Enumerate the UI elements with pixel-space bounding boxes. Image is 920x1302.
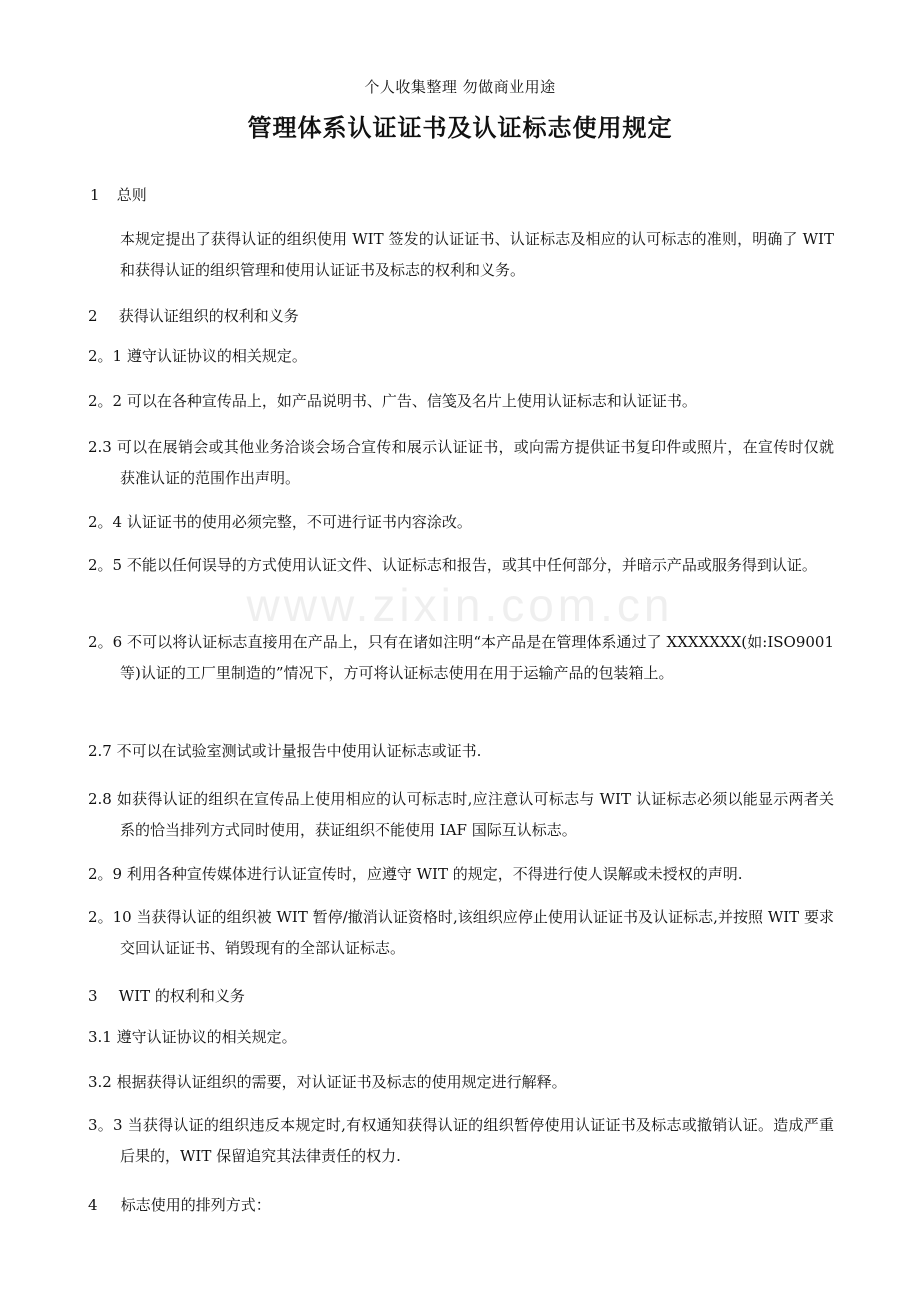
clause-2-3: 2.3 可以在展销会或其他业务洽谈会场合宣传和展示认证证书，或向需方提供证书复印件或照片，在宣传时仅就获准认证的范围作出声明。 <box>88 438 834 487</box>
clause-2-5: 2。5 不能以任何误导的方式使用认证文件、认证标志和报告，或其中任何部分，并暗示产品或服务得到认证。 <box>88 556 817 574</box>
section-number: 2 <box>88 307 98 325</box>
section-title: WIT 的权利和义务 <box>118 987 245 1005</box>
section-number: 1 <box>90 186 100 204</box>
section-title: 获得认证组织的权利和义务 <box>118 307 299 325</box>
clause-2-10: 2。10 当获得认证的组织被 WIT 暂停/撤消认证资格时,该组织应停止使用认证证书及认证标志,并按照 WIT 要求交回认证证书、销毁现有的全部认证标志。 <box>88 908 834 957</box>
clause-2-1: 2。1 遵守认证协议的相关规定。 <box>88 347 307 365</box>
section-title: 总则 <box>116 186 147 204</box>
clause-3-2: 3.2 根据获得认证组织的需要，对认证证书及标志的使用规定进行解释。 <box>88 1073 567 1091</box>
header-note: 个人收集整理 勿做商业用途 <box>364 78 556 96</box>
clause-2-7: 2.7 不可以在试验室测试或计量报告中使用认证标志或证书. <box>88 742 482 760</box>
clause-2-9: 2。9 利用各种宣传媒体进行认证宣传时，应遵守 WIT 的规定，不得进行使人误解或未授权的声明. <box>88 865 743 883</box>
section-number: 4 <box>88 1196 98 1214</box>
section-number: 3 <box>88 987 98 1005</box>
section-heading-4 <box>88 1194 271 1215</box>
intro-paragraph: 本规定提出了获得认证的组织使用 WIT 签发的认证证书、认证标志及相应的认可标志的准则，明确了 WIT 和获得认证的组织管理和使用认证证书及标志的权利和义务。 <box>120 230 834 279</box>
section-title: 标志使用的排列方式： <box>120 1196 271 1214</box>
document-title: 管理体系认证证书及认证标志使用规定 <box>247 113 673 142</box>
watermark: www.zixin.com.cn <box>246 579 674 631</box>
clause-2-8: 2.8 如获得认证的组织在宣传品上使用相应的认可标志时,应注意认可标志与 WIT 认证标志必须以能显示两者关系的恰当排列方式同时使用，获证组织不能使用 IAF 国际互认标志。 <box>88 790 834 839</box>
clause-2-4: 2。4 认证证书的使用必须完整，不可进行证书内容涂改。 <box>88 513 472 531</box>
section-heading-1 <box>90 184 147 205</box>
clause-2-2: 2。2 可以在各种宣传品上，如产品说明书、广告、信笺及名片上使用认证标志和认证证书。 <box>88 392 697 410</box>
clause-3-1: 3.1 遵守认证协议的相关规定。 <box>88 1028 297 1046</box>
section-heading-3 <box>88 985 245 1006</box>
section-heading-2 <box>88 305 299 326</box>
clause-2-6: 2。6 不可以将认证标志直接用在产品上，只有在诸如注明“本产品是在管理体系通过了 XXXXXXX(如:ISO9001 等)认证的工厂里制造的”情况下，方可将认证标志使用在用于运输产品的包装箱上。 <box>88 633 834 682</box>
clause-3-3: 3。3 当获得认证的组织违反本规定时,有权通知获得认证的组织暂停使用认证证书及标志或撤销认证。造成严重后果的，WIT 保留追究其法律责任的权力. <box>88 1116 834 1165</box>
